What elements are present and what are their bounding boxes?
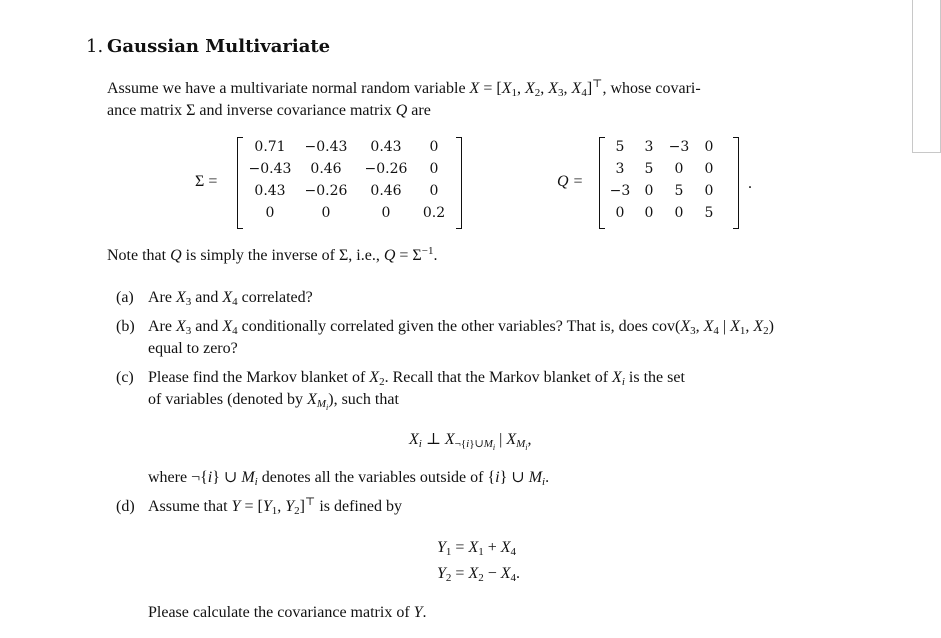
sigma-cell: 0 [265,205,275,221]
sigma-cell: 0 [429,139,439,155]
section-title: Gaussian Multivariate [107,36,331,57]
equation-y1: $Y_1 = X_1 + X_4$ [437,539,517,558]
intro-line-1: Assume we have a multivariate normal random variable $X = [X_1$, $X_2$, $X_3$, $X_4]^⊤$, whose covari- [107,78,701,99]
q-cell: 0 [704,183,714,199]
sigma-cell: 0.46 [370,183,402,199]
item-c-text-line-2: of variables (denoted by $X_{M_i}$), such that [148,391,399,412]
item-c-text-line-1: Please find the Markov blanket of $X_2$. Recall that the Markov blanket of $X_i$ is the set [148,369,685,388]
item-d-label: (d) [116,498,135,515]
q-cell: 0 [615,205,625,221]
q-cell: −3 [609,183,631,199]
sigma-cell: 0.2 [422,205,446,221]
q-cell: 0 [704,139,714,155]
q-cell: 0 [704,161,714,177]
q-cell: 0 [644,205,654,221]
q-label: Q = [557,173,584,190]
q-cell: 5 [674,183,684,199]
q-cell: 5 [644,161,654,177]
q-cell: 5 [704,205,714,221]
q-cell: −3 [668,139,690,155]
sigma-cell: −0.26 [304,183,348,199]
sigma-cell: −0.43 [248,161,292,177]
item-a-text: Are $X_3$ and $X_4$ correlated? [148,289,313,308]
sigma-cell: 0 [429,183,439,199]
scrollbar[interactable] [912,0,941,153]
item-d-final: Please calculate the covariance matrix of Y. [148,604,427,621]
q-cell: 0 [674,161,684,177]
item-b-text-line-2: equal to zero? [148,340,238,357]
q-right-bracket [733,137,739,229]
q-matrix [599,137,739,229]
note-line: Note that Q is simply the inverse of Σ, i.e., $Q = \Sigma^{-1}$. [107,245,438,264]
q-cell: 3 [644,139,654,155]
sigma-cell: −0.26 [364,161,408,177]
item-a-label: (a) [116,289,134,306]
item-d-text: Assume that $Y = [Y_1$, $Y_2]^⊤$ is defined by [148,496,402,517]
sigma-cell: 0 [321,205,331,221]
sigma-cell: 0.43 [254,183,286,199]
sigma-matrix [237,137,462,229]
sigma-cell: 0.46 [310,161,342,177]
sigma-cell: 0 [429,161,439,177]
equation-y2: $Y_2 = X_2 - X_4$. [437,565,521,584]
independence-equation: $X_i$ ⊥ $X_{\neg\{i\}\cup M_i}$ | $X_{M_i}$, [409,431,532,452]
q-trailing-period: . [748,175,752,192]
section-number: 1. [86,36,104,57]
sigma-left-bracket [237,137,243,229]
q-cell: 0 [674,205,684,221]
q-cell: 5 [615,139,625,155]
q-cell: 0 [644,183,654,199]
sigma-right-bracket [456,137,462,229]
q-left-bracket [599,137,605,229]
sigma-cell: −0.43 [304,139,348,155]
sigma-cell: 0 [381,205,391,221]
item-c-where-line: where ¬{i} ∪ $M_i$ denotes all the variables outside of {i} ∪ $M_i$. [148,469,550,488]
sigma-cell: 0.71 [254,139,286,155]
item-c-label: (c) [116,369,134,386]
sigma-label: Σ = [195,173,218,190]
q-cell: 3 [615,161,625,177]
intro-line-2: ance matrix Σ and inverse covariance matrix Q are [107,102,431,119]
sigma-cell: 0.43 [370,139,402,155]
item-b-text-line-1: Are $X_3$ and $X_4$ conditionally correlated given the other variables? That is, does $cov(X_3$, $X_4$ | $X_1$, $X_2$) [148,318,774,337]
item-b-label: (b) [116,318,135,335]
